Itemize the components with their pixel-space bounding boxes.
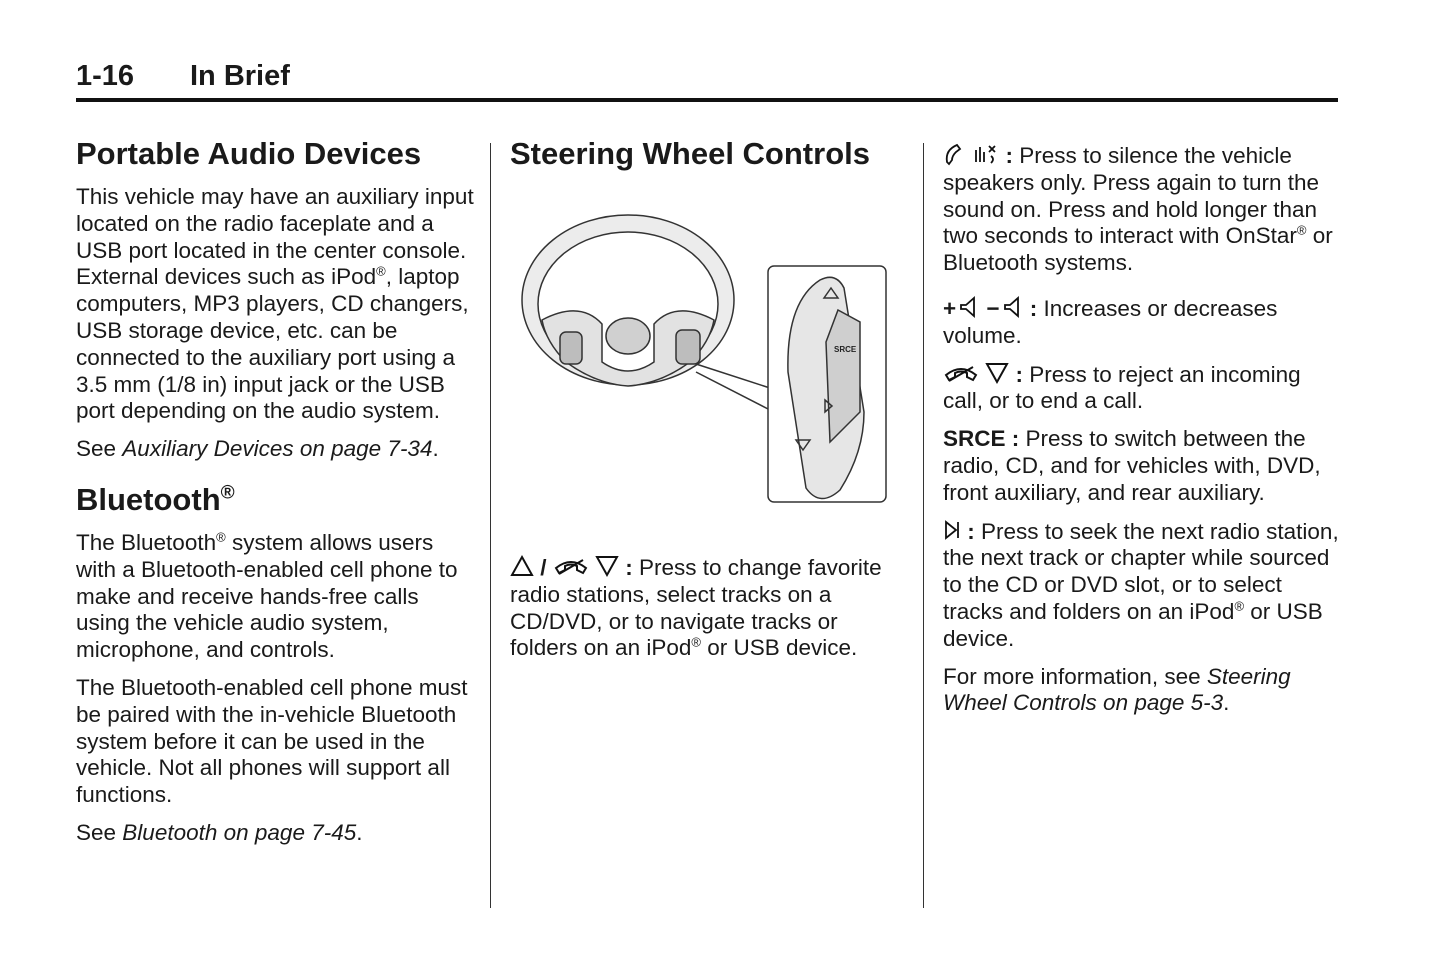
bluetooth-paragraph-2: The Bluetooth-enabled cell phone must be paired with the in-vehicle Bluetooth system before it can be used in the vehicle. Not all phones will support all functions. [76, 674, 468, 808]
steering-controls-link[interactable]: Steering Wheel Controls on page 5-3 [943, 663, 1291, 716]
srce-description: SRCE : Press to switch between the radio, CD, and for vehicles with, DVD, front auxiliary, and rear auxiliary. [943, 426, 1321, 505]
phone-hangup-icon [943, 361, 979, 385]
callout-line-bottom [696, 372, 770, 410]
voice-mute-icon [973, 142, 999, 166]
bluetooth-link[interactable]: Bluetooth on page 7-45 [122, 819, 357, 845]
bluetooth-see: See Bluetooth on page 7-45. [76, 819, 363, 845]
right-switch-pad [676, 330, 700, 364]
figure-srce-label: SRCE [834, 345, 857, 354]
column-divider-2 [923, 143, 924, 908]
steering-controls-item: / : Press to change favorite radio stations, select tracks on a CD/DVD, or to navigate tracks or folders on an iPod® or USB device. [510, 555, 882, 661]
left-switch-pad [560, 332, 582, 364]
steering-controls-heading: Steering Wheel Controls [510, 136, 870, 171]
column-left [76, 135, 476, 858]
triangle-down-icon [985, 361, 1009, 385]
column-right [943, 142, 1343, 728]
callout-line-top [696, 364, 770, 388]
volume-description: + − : Increases or decreases volume. [943, 295, 1278, 348]
phone-icon [943, 142, 967, 166]
volume-down-icon [1000, 295, 1024, 319]
phone-hangup-icon [553, 554, 589, 578]
srce-label: SRCE [943, 426, 1006, 452]
steering-wheel-illustration [520, 212, 892, 508]
bluetooth-heading: Bluetooth® [76, 481, 235, 517]
portable-audio-heading: Portable Audio Devices [76, 136, 422, 171]
wheel-center-cap [606, 318, 650, 354]
triangle-up-icon [510, 554, 534, 578]
mute-description: : Press to silence the vehicle speakers only. Press again to turn the sound on. Press and hold longer than two seconds to interact with OnStar® or Bluetooth systems. [943, 143, 1333, 276]
bluetooth-paragraph-1: The Bluetooth® system allows users with a Bluetooth-enabled cell phone to make and receive hands-free calls using the vehicle audio system, microphone, and controls. [76, 529, 458, 663]
column-middle [510, 135, 905, 184]
seek-description: : Press to seek the next radio station, the next track or chapter while sourced to the CD or DVD slot, or to select tracks and folders on an iPod® or USB device. [943, 518, 1339, 651]
section-title: In Brief [190, 60, 290, 92]
auxiliary-devices-link[interactable]: Auxiliary Devices on page 7-34 [122, 436, 433, 462]
portable-audio-see: See Auxiliary Devices on page 7-34. [76, 436, 439, 462]
column-divider-1 [490, 143, 491, 908]
hangup-description: : Press to reject an incoming call, or to end a call. [943, 361, 1301, 414]
seek-next-icon [943, 518, 961, 542]
more-info: For more information, see Steering Wheel Controls on page 5-3. [943, 663, 1291, 716]
portable-audio-paragraph: This vehicle may have an auxiliary input located on the radio faceplate and a USB port located in the center console. External devices such as iPod®, laptop computers, MP3 players, CD changers, USB storage device, etc. can be connected to the auxiliary port using a 3.5 mm (1/8 in) input jack or the USB port depending on the audio system. [76, 184, 474, 424]
triangle-down-icon [595, 554, 619, 578]
page-header [76, 58, 1338, 102]
page-number: 1-16 [76, 60, 135, 92]
volume-up-icon [956, 295, 980, 319]
